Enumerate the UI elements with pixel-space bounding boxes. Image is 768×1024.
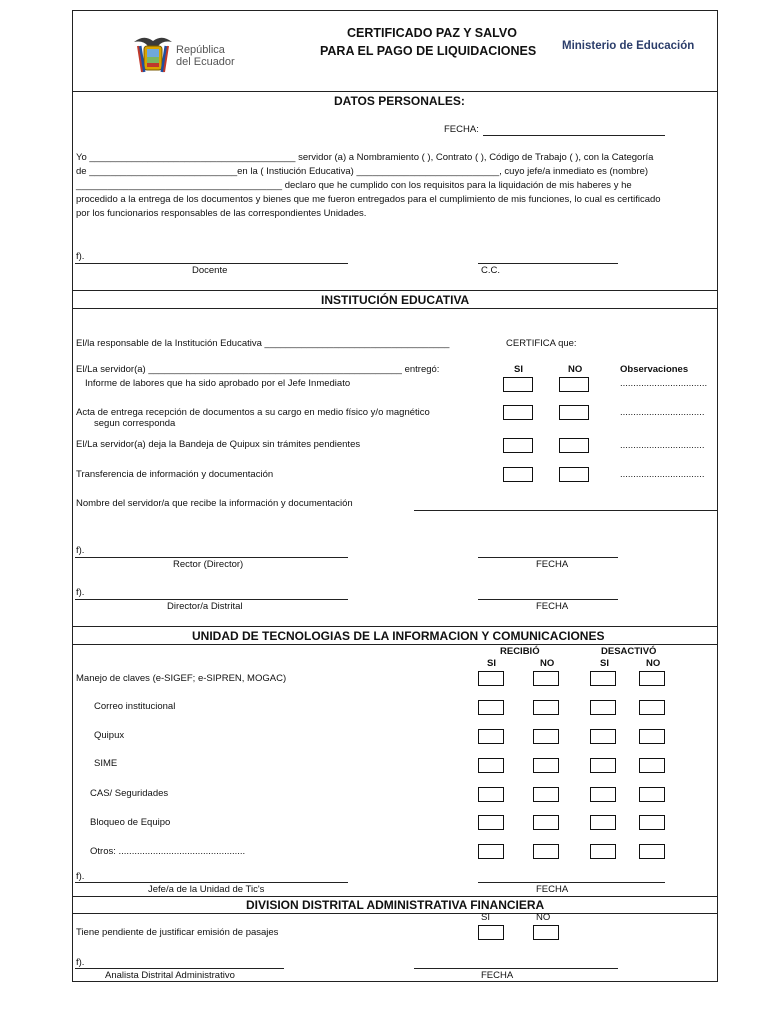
tic-item-correo: Correo institucional [94,701,176,712]
nombre-recibe-label: Nombre del servidor/a que recibe la información y documentación [76,498,353,509]
divider [72,91,718,92]
signature-f-label: f). [76,251,85,262]
checkbox-no[interactable] [559,405,589,420]
checkbox-si[interactable] [503,467,533,482]
signature-f-label: f). [76,545,85,556]
section-heading-institucion: INSTITUCIÓN EDUCATIVA [321,293,470,307]
checkbox-desactivo-no[interactable] [639,844,665,859]
item-acta-entrega: Acta de entrega recepción de documentos a su cargo en medio físico y/o magnético [76,407,430,418]
rector-signature-line[interactable] [75,557,348,558]
col-header-no: NO [646,658,661,669]
fecha-label: FECHA [536,559,569,570]
checkbox-si[interactable] [503,405,533,420]
checkbox-desactivo-si[interactable] [590,700,616,715]
declaration-line4: procedido a la entrega de los documentos y bienes que me fueron entregados para el cumplimiento de mis funciones, lo cual es certificado [76,194,661,205]
ecuador-coat-of-arms-logo [130,32,176,78]
checkbox-no[interactable] [559,438,589,453]
checkbox-si[interactable] [503,377,533,392]
tic-item-cas: CAS/ Seguridades [90,788,169,799]
tic-item-manejo-claves: Manejo de claves (e-SIGEF; e-SIPREN, MOGAC) [76,673,287,684]
item-transferencia: Transferencia de información y documentación [76,469,274,480]
checkbox-recibio-si[interactable] [478,815,504,830]
fecha-label: FECHA [536,884,569,895]
checkbox-recibio-no[interactable] [533,844,559,859]
checkbox-desactivo-no[interactable] [639,758,665,773]
checkbox-recibio-si[interactable] [478,671,504,686]
docente-signature-line[interactable] [75,263,348,264]
checkbox-recibio-si[interactable] [478,729,504,744]
logo-text-line1: República [176,44,225,56]
declaration-line3: _______________________________________ declaro que he cumplido con los requisitos para la liquidación de mis haberes y he [76,180,632,191]
observaciones-field[interactable]: ................................ [620,407,705,418]
divider [72,644,718,645]
checkbox-si[interactable] [478,925,504,940]
tic-item-bloqueo: Bloqueo de Equipo [90,817,171,828]
document-title-line1: CERTIFICADO PAZ Y SALVO [347,26,517,40]
analista-signature-line[interactable] [75,968,284,969]
col-header-si: SI [487,658,496,669]
certifica-label: CERTIFICA que: [506,338,577,349]
checkbox-desactivo-si[interactable] [590,758,616,773]
docente-label: Docente [192,265,228,276]
checkbox-recibio-no[interactable] [533,729,559,744]
checkbox-recibio-no[interactable] [533,700,559,715]
cc-line[interactable] [478,263,618,264]
fecha-line[interactable] [478,557,618,558]
divider [72,626,718,627]
fecha-label: FECHA [536,601,569,612]
section-heading-tic: UNIDAD DE TECNOLOGIAS DE LA INFORMACION Y COMUNICACIONES [192,629,605,643]
ministry-name: Ministerio de Educación [562,40,695,52]
director-label: Director/a Distrital [167,601,243,612]
fecha-line[interactable] [483,135,665,136]
section-heading-datos: DATOS PERSONALES: [334,94,465,108]
divider [72,290,718,291]
checkbox-desactivo-no[interactable] [639,787,665,802]
checkbox-recibio-si[interactable] [478,758,504,773]
checkbox-recibio-si[interactable] [478,844,504,859]
checkbox-recibio-no[interactable] [533,671,559,686]
servidor-line: El/La servidor(a) ________________________________________________ entregó: [76,364,440,375]
observaciones-field[interactable]: ................................ [620,440,705,451]
checkbox-recibio-no[interactable] [533,815,559,830]
analista-label: Analista Distrital Administrativo [105,970,235,981]
checkbox-desactivo-si[interactable] [590,787,616,802]
divider [72,308,718,309]
item-acta-entrega-cont: segun corresponda [94,418,176,429]
nombre-recibe-line[interactable] [414,510,718,511]
col-header-desactivo: DESACTIVÓ [601,646,657,657]
checkbox-desactivo-si[interactable] [590,671,616,686]
responsable-line: El/la responsable de la Institución Educativa ___________________________________ [76,338,450,349]
checkbox-desactivo-no[interactable] [639,700,665,715]
fecha-line[interactable] [478,882,665,883]
logo-text-line2: del Ecuador [176,56,235,68]
signature-f-label: f). [76,587,85,598]
checkbox-recibio-no[interactable] [533,758,559,773]
fecha-label: FECHA [481,970,514,981]
checkbox-si[interactable] [503,438,533,453]
checkbox-recibio-si[interactable] [478,700,504,715]
item-bandeja-quipux: El/La servidor(a) deja la Bandeja de Quipux sin trámites pendientes [76,439,361,450]
checkbox-no[interactable] [533,925,559,940]
fecha-label: FECHA: [444,124,479,135]
checkbox-desactivo-si[interactable] [590,729,616,744]
col-header-recibio: RECIBIÓ [500,646,540,657]
col-header-no: NO [540,658,555,669]
signature-f-label: f). [76,871,85,882]
col-header-no: NO [568,364,583,375]
tic-item-quipux: Quipux [94,730,125,741]
document-title-line2: PARA EL PAGO DE LIQUIDACIONES [320,44,537,58]
col-header-si: SI [481,912,490,923]
signature-f-label: f). [76,957,85,968]
checkbox-no[interactable] [559,377,589,392]
jefe-tic-label: Jefe/a de la Unidad de Tic's [148,884,265,895]
item-informe-labores: Informe de labores que ha sido aprobado por el Jefe Inmediato [85,378,351,389]
section-heading-financiera: DIVISION DISTRITAL ADMINISTRATIVA FINANCIERA [246,898,545,912]
fecha-line[interactable] [414,968,618,969]
declaration-line2: de ____________________________en la ( Instiución Educativa) ___________________________, cuyo jefe/a inmediato es (nombre) [76,166,649,177]
declaration-line5: por los funcionarios responsables de las correspondientes Unidades. [76,208,367,219]
divider [72,896,718,897]
tic-item-otros: Otros: ................................................ [90,846,246,857]
checkbox-desactivo-si[interactable] [590,844,616,859]
declaration-line1: Yo _______________________________________ servidor (a) a Nombramiento ( ), Contrato ( ), Código de Trabajo ( ), con la Categoría [76,152,654,163]
col-header-no: NO [536,912,551,923]
observaciones-field[interactable]: ................................. [620,378,708,389]
checkbox-recibio-no[interactable] [533,787,559,802]
checkbox-desactivo-si[interactable] [590,815,616,830]
col-header-si: SI [514,364,523,375]
col-header-si: SI [600,658,609,669]
cc-label: C.C. [481,265,500,276]
jefe-tic-signature-line[interactable] [75,882,348,883]
checkbox-desactivo-no[interactable] [639,671,665,686]
director-signature-line[interactable] [75,599,348,600]
item-pasajes: Tiene pendiente de justificar emisión de pasajes [76,927,279,938]
col-header-observaciones: Observaciones [620,364,689,375]
rector-label: Rector (Director) [173,559,244,570]
checkbox-desactivo-no[interactable] [639,815,665,830]
fecha-line[interactable] [478,599,618,600]
tic-item-sime: SIME [94,758,118,769]
checkbox-no[interactable] [559,467,589,482]
checkbox-recibio-si[interactable] [478,787,504,802]
observaciones-field[interactable]: ................................ [620,469,705,480]
checkbox-desactivo-no[interactable] [639,729,665,744]
divider [72,913,718,914]
